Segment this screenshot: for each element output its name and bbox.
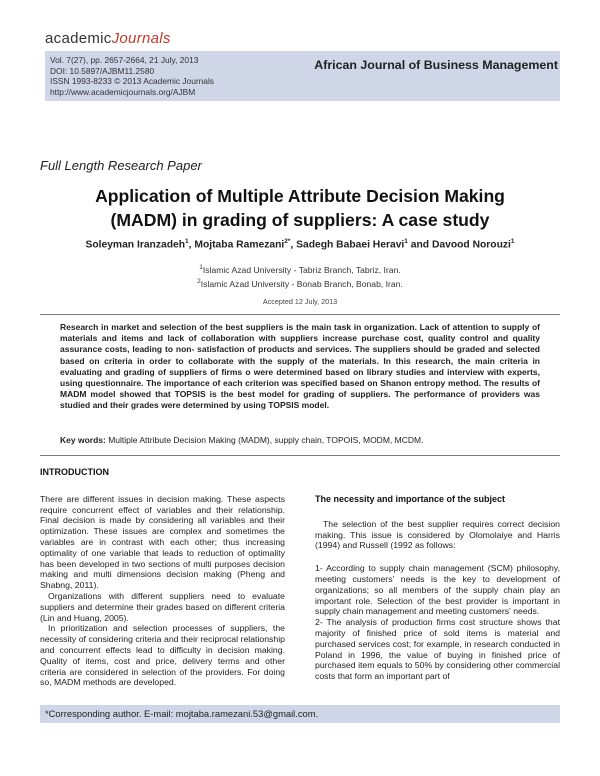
abstract-top-rule (40, 314, 560, 315)
right-column (315, 467, 560, 682)
necessity-paragraph-1: The selection of the best supplier requires correct decision making. This issue is considered by Olomolaiye and Harris (1994) and Russell (1992 as follows: (315, 518, 560, 551)
accepted-date: Accepted 12 July, 2013 (262, 297, 338, 306)
corresponding-author: *Corresponding author. E-mail: mojtaba.ramezani.53@gmail.com. (45, 708, 319, 719)
abstract-text: Research in market and selection of the best suppliers is the main task in organization. Lack of attention to supply of materials and items and lack of collaboration with suppliers increase purchase cost, quality control and quality assurance costs, leading to non- satisfaction of products and services. The suppliers should be graded and selected based on criteria in order to collaborate with the supply of the materials. In this research, the main criteria in evaluating and grading of suppliers of firms o were determined based on library studies and interview with experts, using questionnaire. The importance of each criterion was specified based on Shanon entropy method. The results of MADM model showed that TOPSIS is the best model for grading of suppliers. The performance of providers was studied and their grades were determined by using TOPSIS model. (60, 322, 540, 411)
affiliations (40, 262, 560, 290)
logo-text-journals: Journals (111, 30, 171, 47)
publisher-logo (45, 30, 171, 47)
author-affil-mark: 1 (510, 238, 515, 245)
keywords-label: Key words: (60, 435, 106, 445)
necessity-paragraph-3: 2- The analysis of production firms cost structure shows that majority of finished price of sold items is material and purchased services cost; for example, in research conducted in Poland in 1996, the value of buying in finished price of purchased item equals to 50% by considering other commercial costs that form an important part of (315, 617, 560, 682)
affil-text: Islamic Azad University - Bonab Branch, Bonab, Iran. (200, 278, 403, 289)
introduction-heading: INTRODUCTION (40, 467, 109, 477)
author-separator: and (407, 239, 432, 251)
abstract-bottom-rule (40, 455, 560, 456)
author-name: Davood Norouzi (431, 239, 511, 251)
journal-meta (50, 55, 214, 97)
intro-paragraph-2: Organizations with different suppliers need to evaluate suppliers and determine their grades based on different criteria (Lin and Huang, 2005). (40, 590, 285, 623)
affil-mark: 1 (199, 264, 203, 271)
author-name: Sadegh Babaei Heravi (296, 239, 405, 251)
meta-doi: DOI: 10.5897/AJBM11.2580 (50, 65, 155, 76)
meta-url[interactable]: http://www.academicjournals.org/AJBM (50, 86, 196, 97)
affiliation-2 (40, 276, 560, 290)
author-list (40, 238, 560, 250)
author-separator: , (188, 239, 195, 251)
journal-name: African Journal of Business Management (314, 58, 558, 72)
meta-volume: Vol. 7(27), pp. 2657-2664, 21 July, 2013 (50, 55, 199, 65)
necessity-heading: The necessity and importance of the subject (315, 494, 506, 504)
intro-paragraph-1: There are different issues in decision making. These aspects require concurrent effect of variables and their relationship. Final decision is made by considering all variables and their optimization. These issues are complex and sometimes the variables are in contrast with each other; thus increasing optimality of one variable that leads to reduction of optimality has been developed in two sections of multi purposes decision making and multi dimensions decision making (Pheng and Shabng, 2011). (40, 493, 285, 591)
necessity-paragraph-2: 1- According to supply chain management (SCM) philosophy, meeting customers' needs is the key to development of organizations; so all members of the supply chain play an important role. Selection of the best provider is important in supply chain management and meeting customers' needs. (315, 563, 560, 617)
author-name: Soleyman Iranzadeh (85, 239, 186, 251)
title-line-2: (MADM) in grading of suppliers: A case study (110, 210, 490, 230)
left-column (40, 467, 285, 688)
affiliation-1 (40, 262, 560, 276)
author-affil-mark: 2* (284, 238, 291, 245)
author-affil-mark: 1 (404, 238, 408, 245)
affil-text: Islamic Azad University - Tabriz Branch, Tabriz, Iran. (202, 264, 401, 275)
keywords (60, 435, 540, 445)
keywords-text: Multiple Attribute Decision Making (MADM), supply chain, TOPOIS, MODM, MCDM. (108, 435, 424, 445)
affil-mark: 2 (197, 277, 201, 285)
author-affil-mark: 1 (185, 238, 189, 245)
author-name: Mojtaba Ramezani (194, 239, 285, 251)
paper-type-label: Full Length Research Paper (40, 158, 202, 173)
intro-paragraph-3: In prioritization and selection processes of suppliers, the necessity of considering criteria and their reciprocal relationship and concurrent effects lead to difficulty in decision making. Quality of items, cost and price, delivery terms and other criteria are considered in selection of the providers. For doing so, MADM methods are developed. (40, 623, 285, 688)
meta-issn: ISSN 1993-8233 © 2013 Academic Journals (50, 76, 214, 87)
author-separator: , (290, 239, 297, 251)
paper-title (40, 184, 560, 232)
title-line-1: Application of Multiple Attribute Decision Making (95, 186, 505, 206)
logo-text-academic: academic (45, 30, 112, 47)
